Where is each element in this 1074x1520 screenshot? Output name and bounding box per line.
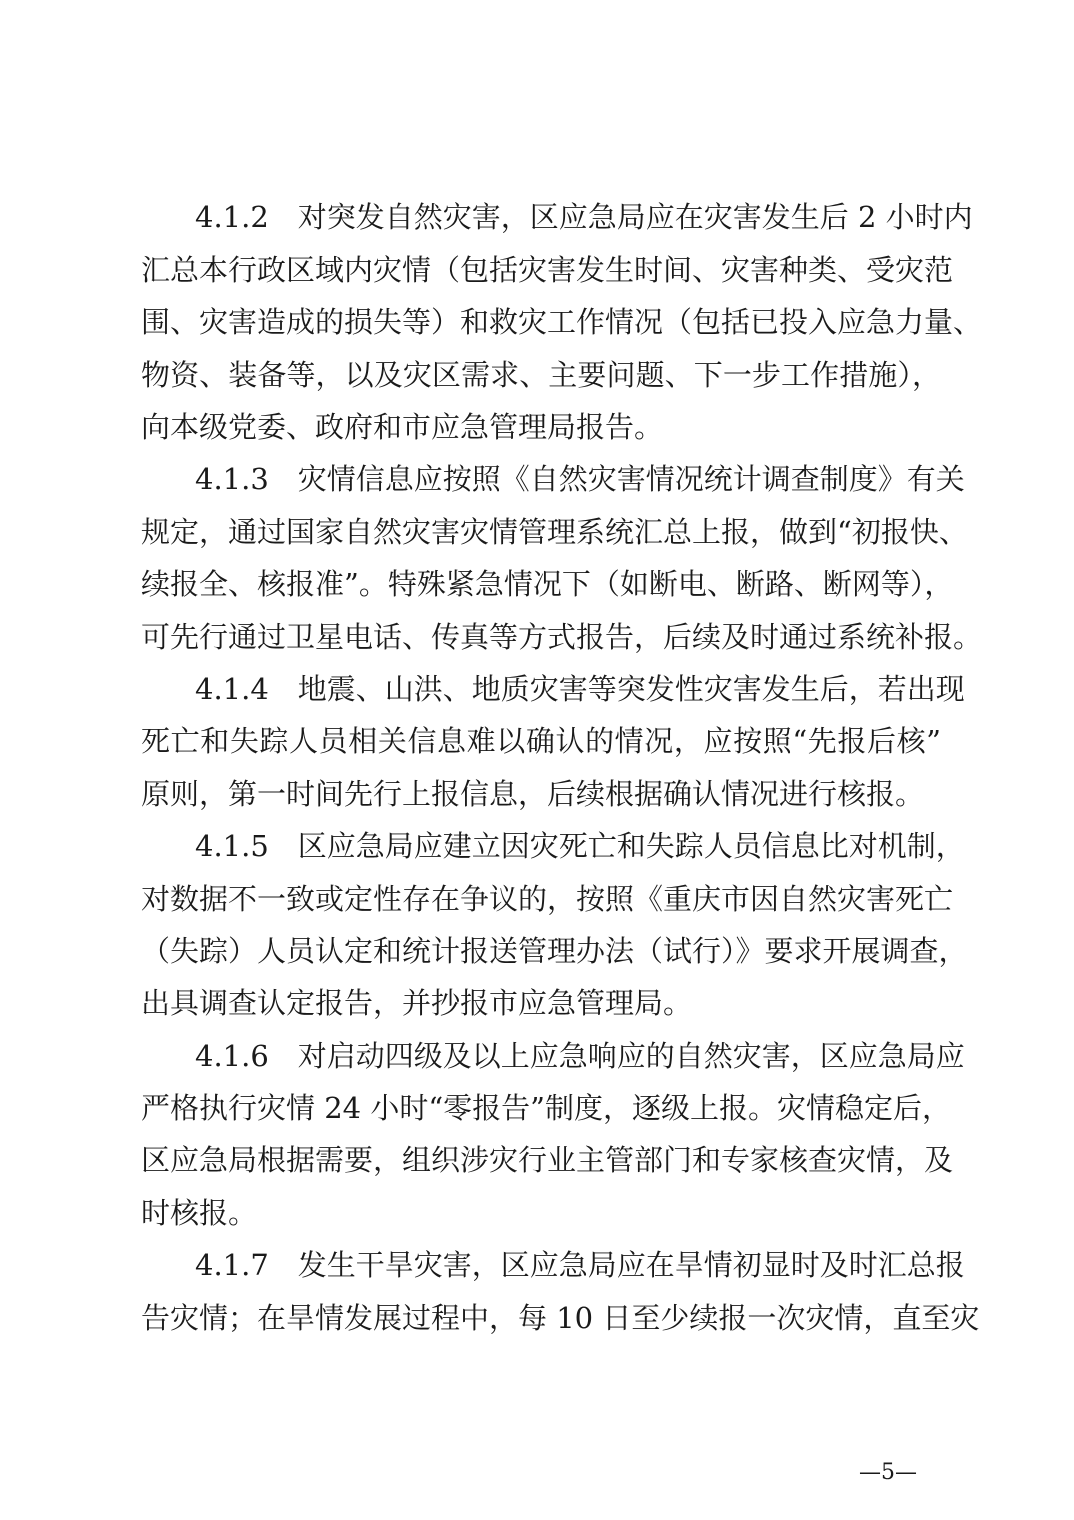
paragraph-4-1-7-line-2: 告灾情；在旱情发展过程中，每 10 日至少续报一次灾情，直至灾 [141, 1301, 980, 1335]
paragraph-4-1-3-line-2: 规定，通过国家自然灾害灾情管理系统汇总上报，做到“初报快、 [141, 515, 968, 549]
paragraph-4-1-4-line-1: 4.1.4 地震、山洪、地质灾害等突发性灾害发生后，若出现 [195, 672, 965, 706]
paragraph-4-1-3-line-1: 4.1.3 灾情信息应按照《自然灾害情况统计调查制度》有关 [195, 462, 965, 496]
paragraph-4-1-4-line-2: 死亡和失踪人员相关信息难以确认的情况，应按照“先报后核” [141, 724, 941, 758]
paragraph-4-1-2-line-2: 汇总本行政区域内灾情（包括灾害发生时间、灾害种类、受灾范 [141, 253, 954, 287]
paragraph-4-1-3-line-4: 可先行通过卫星电话、传真等方式报告，后续及时通过系统补报。 [141, 620, 983, 654]
paragraph-4-1-4-line-3: 原则，第一时间先行上报信息，后续根据确认情况进行核报。 [141, 777, 925, 811]
paragraph-4-1-6-line-1: 4.1.6 对启动四级及以上应急响应的自然灾害，区应急局应 [195, 1039, 965, 1073]
paragraph-4-1-6-line-2: 严格执行灾情 24 小时“零报告”制度，逐级上报。灾情稳定后， [141, 1091, 951, 1125]
paragraph-4-1-7-line-1: 4.1.7 发生干旱灾害，区应急局应在旱情初显时及时汇总报 [195, 1248, 965, 1282]
page-number: —5— [859, 1460, 917, 1485]
paragraph-4-1-5-line-2: 对数据不一致或定性存在争议的，按照《重庆市因自然灾害死亡 [141, 882, 954, 916]
paragraph-4-1-2-line-1: 4.1.2 对突发自然灾害，区应急局应在灾害发生后 2 小时内 [195, 200, 973, 234]
paragraph-4-1-5-line-3: （失踪）人员认定和统计报送管理办法（试行）》要求开展调查， [141, 934, 968, 968]
paragraph-4-1-2-line-3: 围、灾害造成的损失等）和救灾工作情况（包括已投入应急力量、 [141, 305, 983, 339]
paragraph-4-1-3-line-3: 续报全、核报准”。特殊紧急情况下（如断电、断路、断网等）， [141, 567, 954, 601]
paragraph-4-1-5-line-4: 出具调查认定报告，并抄报市应急管理局。 [141, 986, 693, 1020]
paragraph-4-1-2-line-4: 物资、装备等，以及灾区需求、主要问题、下一步工作措施）， [141, 358, 941, 392]
paragraph-4-1-2-line-5: 向本级党委、政府和市应急管理局报告。 [141, 410, 664, 444]
paragraph-4-1-6-line-4: 时核报。 [141, 1196, 258, 1230]
paragraph-4-1-6-line-3: 区应急局根据需要，组织涉灾行业主管部门和专家核查灾情，及 [141, 1143, 954, 1177]
paragraph-4-1-5-line-1: 4.1.5 区应急局应建立因灾死亡和失踪人员信息比对机制， [195, 829, 965, 863]
